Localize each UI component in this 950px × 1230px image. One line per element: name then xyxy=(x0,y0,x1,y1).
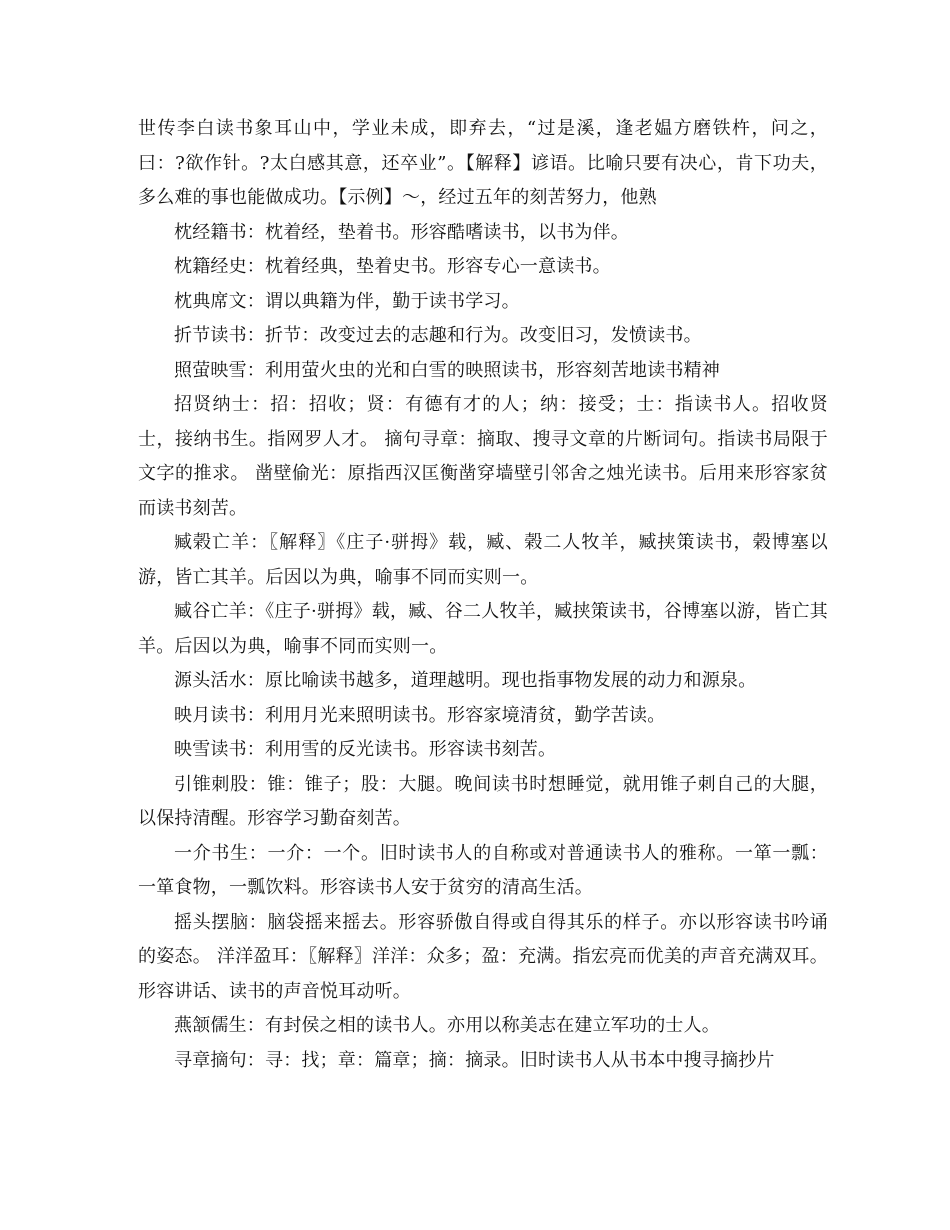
idiom-xun-zhang-zhai-ju: 寻章摘句：寻：找；章：篇章；摘：摘录。旧时读书人从书本中搜寻摘抄片 xyxy=(174,1049,775,1071)
idiom-zhen-ji-jing-shi: 枕籍经史：枕着经典，垫着史书。形容专心一意读书。 xyxy=(174,256,611,277)
idiom-zhen-jing-ji-shu: 枕经籍书：枕着经，垫着书。形容酷嗜读书，以书为伴。 xyxy=(174,221,629,243)
idiom-zhao-ying-ying-xue: 照萤映雪：利用萤火虫的光和白雪的映照读书，形容刻苦地读书精神 xyxy=(174,359,720,381)
idiom-zang-gu-wang-yang-2: 臧谷亡羊：《庄子·骈拇》载，臧、谷二人牧羊，臧挟策读书，谷博塞以游，皆亡其羊。后因以为典，喻事不同而实则一。 xyxy=(138,601,828,657)
idiom-zhao-xian-na-shi: 招贤纳士：招：招收；贤：有德有才的人；纳：接受；士：指读书人。招收贤士，接纳书生。指网罗人才。 摘句寻章：摘取、搜寻文章的片断词句。指读书局限于文字的推求。 凿壁偷光：原指西汉匡衡凿穿墙壁引邻舍之烛光读书。后用来形容家贫而读书刻苦。 xyxy=(138,394,828,519)
idiom-yi-jie-shu-sheng: 一介书生：一介：一个。旧时读书人的自称或对普通读书人的雅称。一箪一瓢：一箪食物，一瓢饮料。形容读书人安于贫穷的清高生活。 xyxy=(138,842,828,898)
paragraph-li-bai-story: 世传李白读书象耳山中，学业未成，即弃去，“过是溪，逢老媪方磨铁杵，问之，曰：?欲作针。?太白感其意，还卒业”。【解释】谚语。比喻只要有决心，肯下功夫，多么难的事也能做成功。【示例】～，经过五年的刻苦努力，他熟 xyxy=(138,118,828,208)
idiom-yao-tou-bai-nao: 摇头摆脑：脑袋摇来摇去。形容骄傲自得或自得其乐的样子。亦以形容读书吟诵的姿态。 洋洋盈耳：〖解释〗洋洋：众多；盈：充满。指宏亮而优美的声音充满双耳。形容讲话、读书的声音悦耳动听。 xyxy=(138,911,828,1002)
idiom-zang-gu-wang-yang-1: 臧榖亡羊：〖解释〗《庄子·骈拇》载，臧、榖二人牧羊，臧挟策读书，榖博塞以游，皆亡其羊。后因以为典，喻事不同而实则一。 xyxy=(138,532,828,588)
idiom-zhe-jie-du-shu: 折节读书：折节：改变过去的志趣和行为。改变旧习，发愤读书。 xyxy=(174,325,702,346)
idiom-ying-xue-du-shu: 映雪读书：利用雪的反光读书。形容读书刻苦。 xyxy=(174,739,557,760)
idiom-zhen-dian-xi-wen: 枕典席文：谓以典籍为伴，勤于读书学习。 xyxy=(174,290,520,312)
document-body xyxy=(138,112,828,1078)
idiom-yuan-tou-huo-shui: 源头活水：原比喻读书越多，道理越明。现也指事物发展的动力和源泉。 xyxy=(174,670,757,691)
idiom-yan-han-ru-sheng: 燕颔儒生：有封侯之相的读书人。亦用以称美志在建立军功的士人。 xyxy=(174,1015,720,1036)
idiom-yin-zhui-ci-gu: 引锥刺股：锥：锥子；股：大腿。晚间读书时想睡觉，就用锥子刺自己的大腿，以保持清醒。形容学习勤奋刻苦。 xyxy=(138,773,828,829)
idiom-ying-yue-du-shu: 映月读书：利用月光来照明读书。形容家境清贫，勤学苦读。 xyxy=(174,704,666,726)
